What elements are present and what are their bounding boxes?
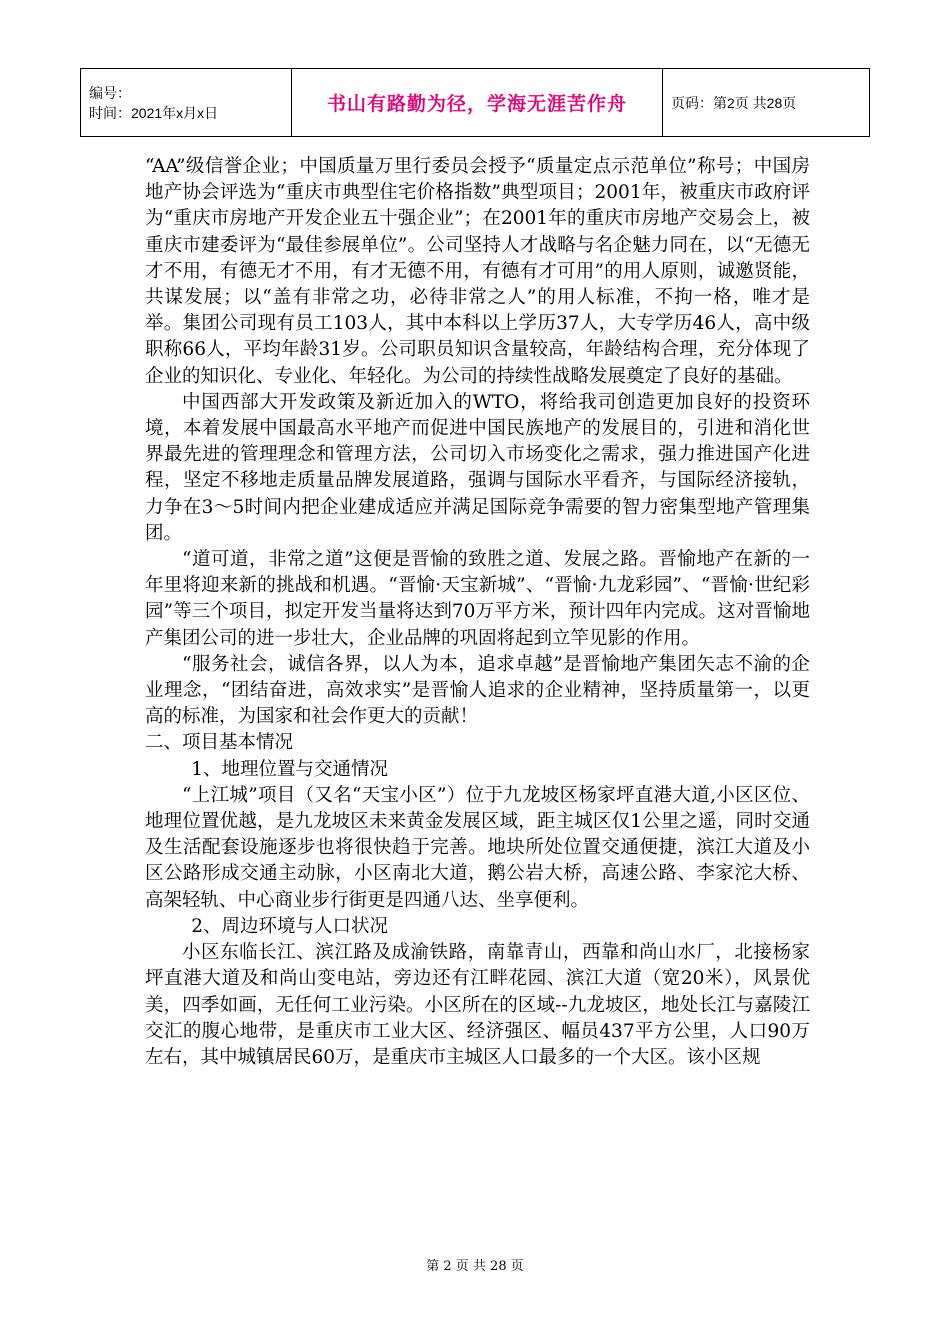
document-date-label: 时间：2021年x月x日: [89, 104, 219, 121]
document-number-label: 编号：: [89, 84, 131, 101]
subsection-heading: 1、地理位置与交通情况: [191, 758, 389, 780]
header-page-info: 页码：第2页 共28页: [663, 69, 870, 137]
page-footer: 第 2 页 共 28 页: [426, 1259, 524, 1274]
page-header: [80, 68, 870, 137]
body-paragraph: 中国西部大开发政策及新近加入的WTO，将给我司创造更加良好的投资环境，本着发展中国最高水平地产而促进中国民族地产的发展目的，引进和消化世界最先进的管理理念和管理方法，公司切入市场变化之需求，强力推进国产化进程，坚定不移地走质量品牌发展道路，强调与国际水平看齐，与国际经济接轨，力争在3～5时间内把企业建成适应并满足国际竞争需要的智力密集型地产管理集团。: [145, 391, 810, 544]
document-body: [145, 154, 810, 1071]
header-meta-cell: [81, 69, 292, 137]
body-paragraph: 小区东临长江、滨江路及成渝铁路，南靠青山，西靠和尚山水厂，北接杨家坪直港大道及和尚山变电站，旁边还有江畔花园、滨江大道（宽20米），风景优美，四季如画，无任何工业污染。小区所在的区域--九龙坡区，地处长江与嘉陵江交汇的腹心地带，是重庆市工业大区、经济强区、幅员437平方公里，人口90万左右，其中城镇居民60万，是重庆市主城区人口最多的一个大区。该小区规: [145, 942, 810, 1068]
body-paragraph: “上江城”项目（又名“天宝小区”）位于九龙坡区杨家坪直港大道,小区区位、地理位置优越，是九龙坡区未来黄金发展区域，距主城区仅1公里之遥，同时交通及生活配套设施逐步也将很快趋于完善。地块所处位置交通便捷，滨江大道及小区公路形成交通主动脉，小区南北大道，鹅公岩大桥，高速公路、李家沱大桥、高架轻轨、中心商业步行街更是四通八达、坐享便利。: [145, 784, 810, 911]
subsection-heading: 2、周边环境与人口状况: [191, 915, 389, 937]
section-heading: 二、项目基本情况: [145, 732, 294, 754]
body-paragraph: “道可道，非常之道”这便是晋愉的致胜之道、发展之路。晋愉地产在新的一年里将迎来新的挑战和机遇。“晋愉·天宝新城”、“晋愉·九龙彩园”、“晋愉·世纪彩园”等三个项目，拟定开发当量将达到70万平方米，预计四年内完成。这对晋愉地产集团公司的进一步壮大，企业品牌的巩固将起到立竿见影的作用。: [145, 549, 810, 649]
body-paragraph: “服务社会，诚信各界，以人为本，追求卓越”是晋愉地产集团矢志不渝的企业理念，“团结奋进，高效求实”是晋愉人追求的企业精神，坚持质量第一，以更高的标准，为国家和社会作更大的贡献！: [145, 653, 810, 728]
header-motto: 书山有路勤为径，学海无涯苦作舟: [292, 69, 663, 137]
body-paragraph: “AA”级信誉企业；中国质量万里行委员会授予“质量定点示范单位”称号；中国房地产协会评选为“重庆市典型住宅价格指数”典型项目；2001年，被重庆市政府评为“重庆市房地产开发企业五十强企业”；在2001年的重庆市房地产交易会上，被重庆市建委评为“最佳参展单位”。公司坚持人才战略与名企魅力同在，以“无德无才不用，有德无才不用，有才无德不用，有德有才可用”的用人原则，诚邀贤能，共谋发展；以“盖有非常之功，必待非常之人”的用人标准，不拘一格，唯才是举。集团公司现有员工103人，其中本科以上学历37人，大专学历46人，高中级职称66人，平均年龄31岁。公司职员知识含量较高，年龄结构合理，充分体现了企业的知识化、专业化、年轻化。为公司的持续性战略发展奠定了良好的基础。: [145, 156, 810, 387]
